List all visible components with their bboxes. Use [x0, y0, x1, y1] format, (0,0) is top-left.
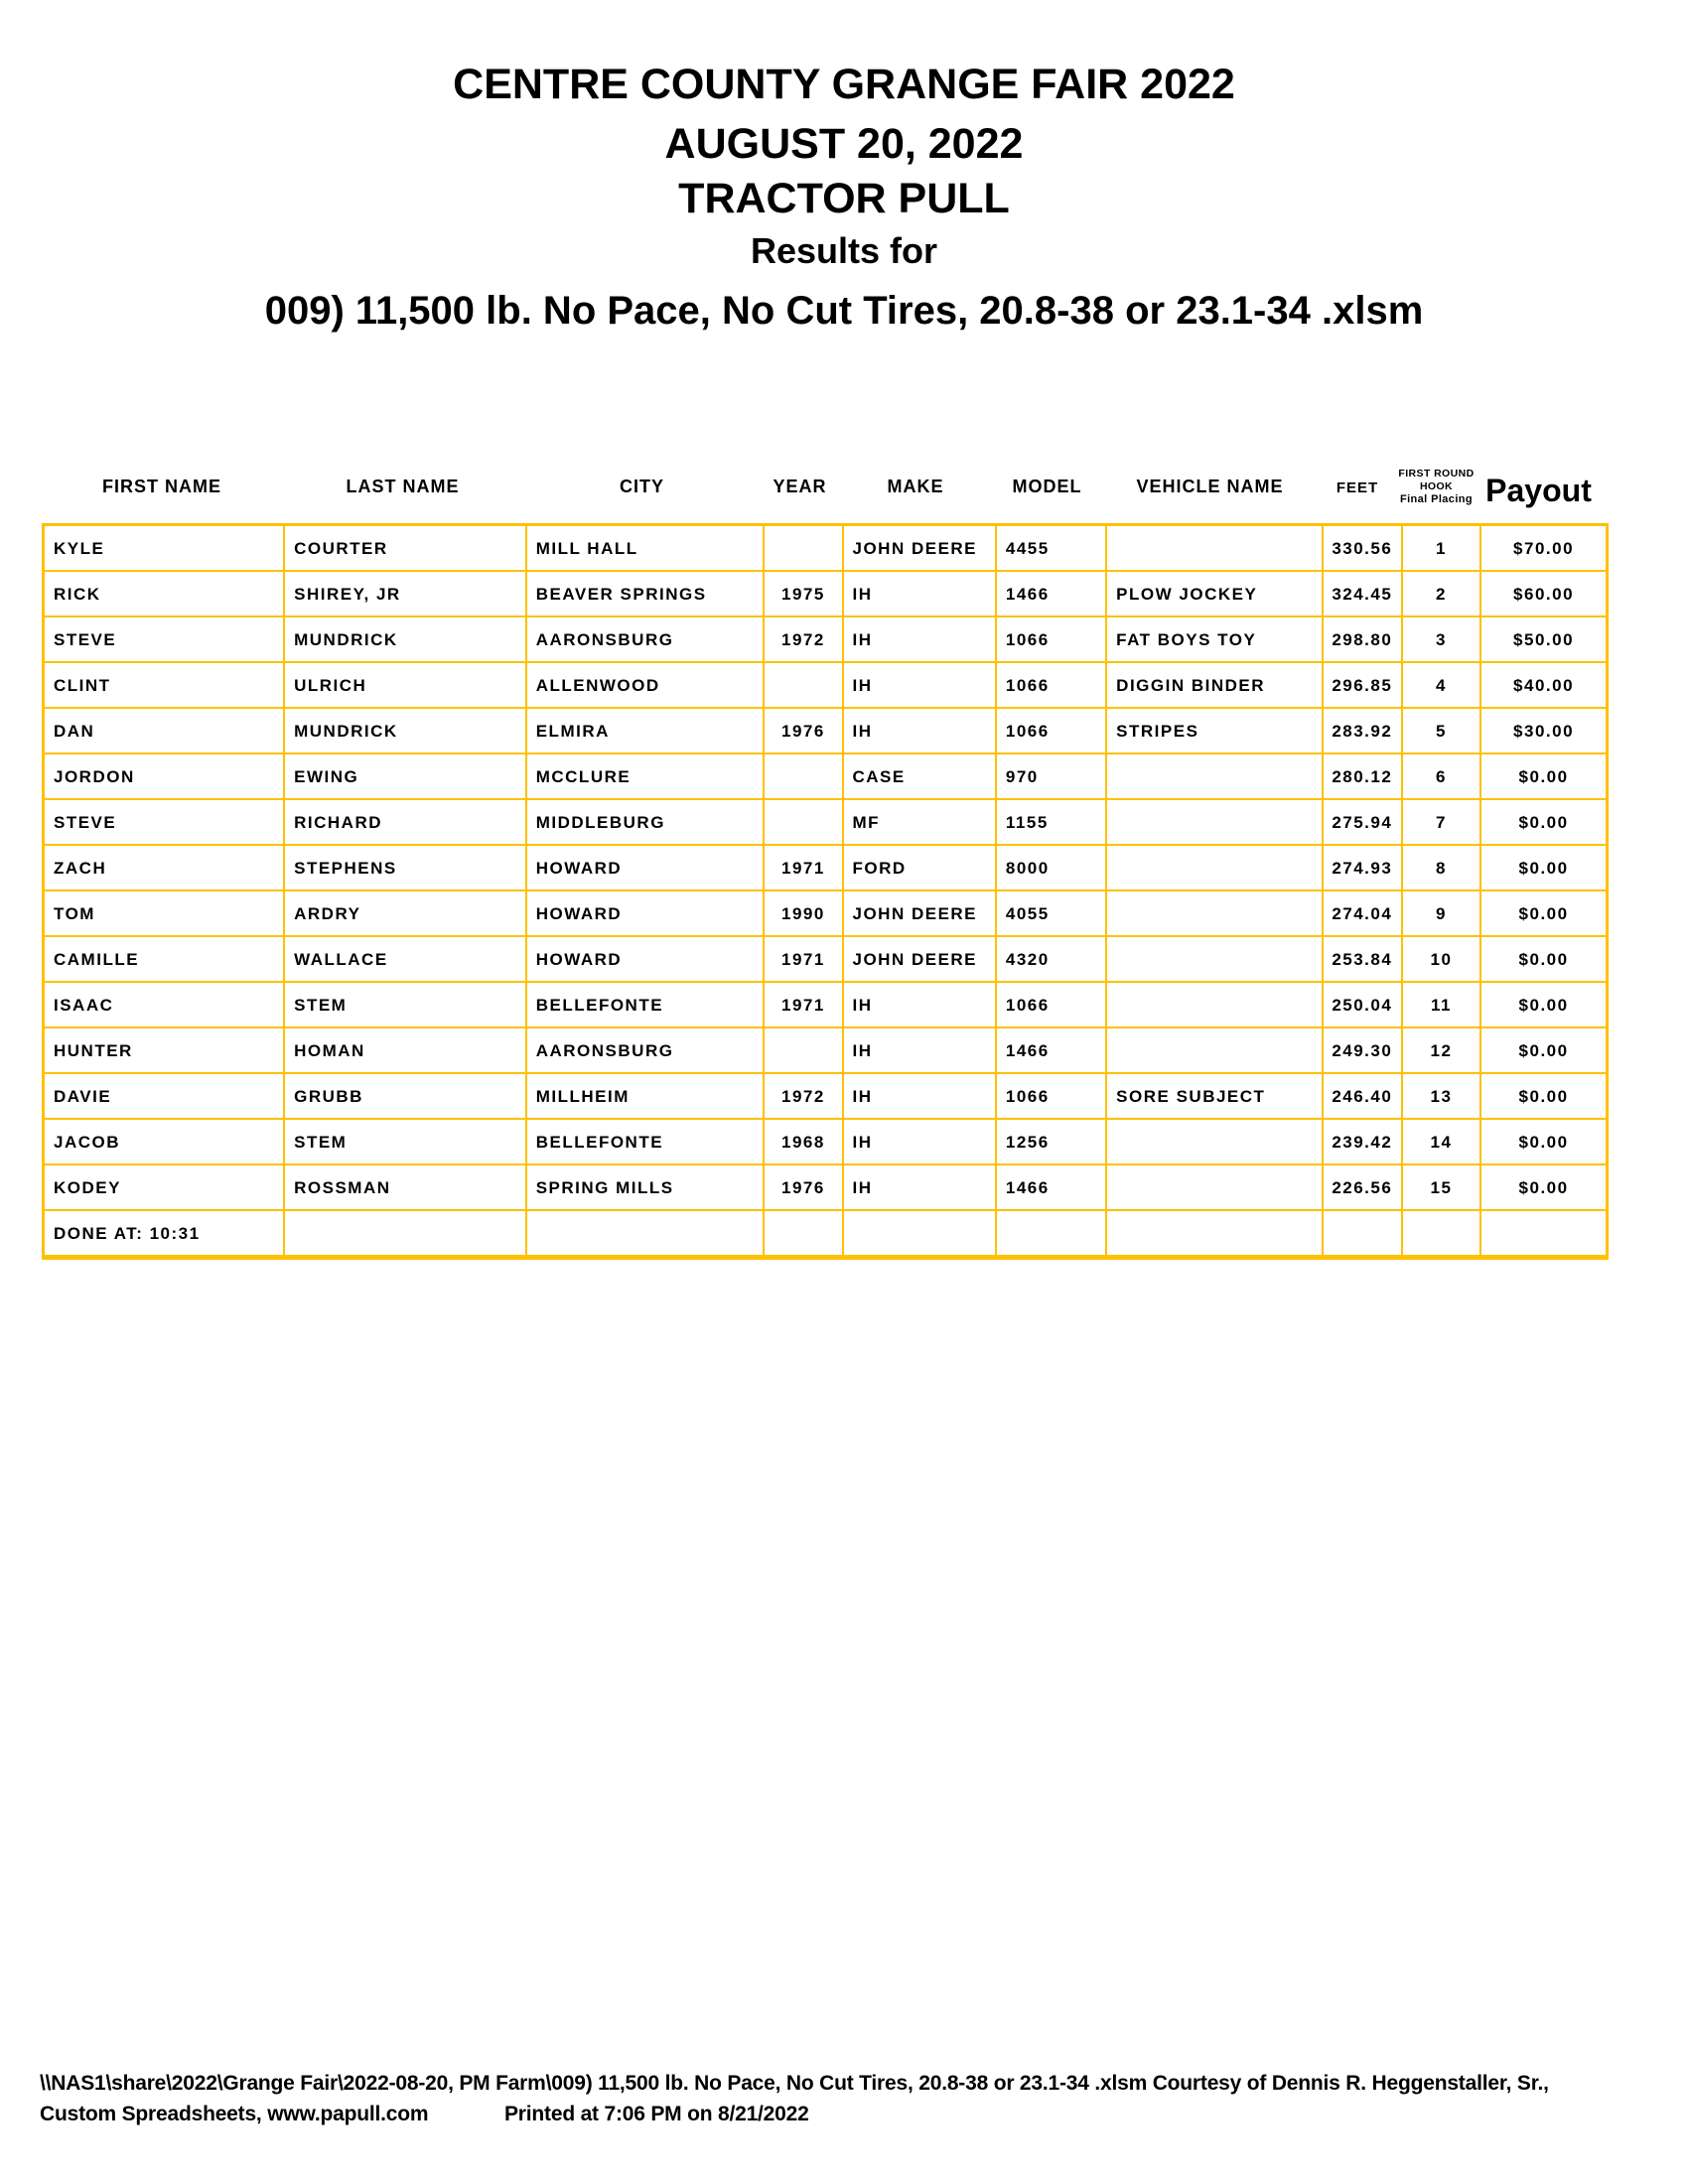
cell-model: 1466: [996, 1027, 1106, 1073]
cell-make: FORD: [843, 845, 996, 890]
header-hook-line2: HOOK: [1419, 480, 1454, 492]
cell-first_name: HUNTER: [44, 1027, 285, 1073]
event-name: TRACTOR PULL: [678, 175, 1010, 222]
header-make: MAKE: [887, 477, 944, 496]
cell-vehicle_name: STRIPES: [1106, 708, 1323, 753]
footer-credit: Custom Spreadsheets, www.papull.com: [40, 2103, 429, 2125]
cell-vehicle_name: [1106, 799, 1323, 845]
header-last-name: LAST NAME: [346, 477, 460, 496]
cell-last_name: STEM: [284, 982, 526, 1027]
cell-last_name: COURTER: [284, 525, 526, 572]
cell-payout: $50.00: [1480, 616, 1607, 662]
header-hook-line1: FIRST ROUND: [1398, 468, 1475, 479]
cell-feet: 274.93: [1323, 845, 1402, 890]
cell-first_name: DONE AT: 10:31: [44, 1210, 285, 1258]
cell-feet: 250.04: [1323, 982, 1402, 1027]
cell-make: IH: [843, 1027, 996, 1073]
cell-payout: $40.00: [1480, 662, 1607, 708]
cell-feet: 246.40: [1323, 1073, 1402, 1119]
cell-last_name: WALLACE: [284, 936, 526, 982]
cell-city: MCCLURE: [526, 753, 765, 799]
cell-payout: $0.00: [1480, 1164, 1607, 1210]
cell-first_name: JACOB: [44, 1119, 285, 1164]
cell-feet: 324.45: [1323, 571, 1402, 616]
cell-vehicle_name: [1106, 845, 1323, 890]
cell-model: 1256: [996, 1119, 1106, 1164]
cell-placing: [1402, 1210, 1480, 1258]
cell-payout: $0.00: [1480, 799, 1607, 845]
header-first-round-hook: [1397, 468, 1476, 523]
cell-city: HOWARD: [526, 845, 765, 890]
cell-make: IH: [843, 1073, 996, 1119]
cell-model: 1466: [996, 1164, 1106, 1210]
cell-last_name: MUNDRICK: [284, 708, 526, 753]
cell-payout: $0.00: [1480, 890, 1607, 936]
cell-city: BELLEFONTE: [526, 982, 765, 1027]
cell-payout: $0.00: [1480, 753, 1607, 799]
cell-city: [526, 1210, 765, 1258]
cell-last_name: RICHARD: [284, 799, 526, 845]
cell-city: HOWARD: [526, 936, 765, 982]
cell-payout: $0.00: [1480, 1073, 1607, 1119]
cell-feet: 275.94: [1323, 799, 1402, 845]
table-row: [44, 753, 1608, 799]
cell-city: BEAVER SPRINGS: [526, 571, 765, 616]
table-row: [44, 936, 1608, 982]
cell-year: [764, 753, 842, 799]
cell-city: AARONSBURG: [526, 616, 765, 662]
cell-make: MF: [843, 799, 996, 845]
table-row: [44, 1027, 1608, 1073]
cell-model: 970: [996, 753, 1106, 799]
cell-feet: 249.30: [1323, 1027, 1402, 1073]
header-payout: Payout: [1485, 473, 1592, 508]
cell-make: IH: [843, 708, 996, 753]
cell-vehicle_name: [1106, 1119, 1323, 1164]
cell-vehicle_name: [1106, 1027, 1323, 1073]
table-row: [44, 799, 1608, 845]
cell-make: JOHN DEERE: [843, 936, 996, 982]
cell-first_name: KYLE: [44, 525, 285, 572]
cell-make: IH: [843, 616, 996, 662]
cell-city: HOWARD: [526, 890, 765, 936]
header-vehicle-name: VEHICLE NAME: [1136, 477, 1284, 496]
header-hook-line3: Final Placing: [1399, 493, 1474, 505]
cell-year: [764, 662, 842, 708]
cell-city: SPRING MILLS: [526, 1164, 765, 1210]
footer-printed-at: Printed at 7:06 PM on 8/21/2022: [504, 2103, 809, 2125]
cell-payout: $0.00: [1480, 1119, 1607, 1164]
cell-city: BELLEFONTE: [526, 1119, 765, 1164]
cell-last_name: STEPHENS: [284, 845, 526, 890]
cell-placing: 4: [1402, 662, 1480, 708]
cell-model: 1066: [996, 662, 1106, 708]
table-row: [44, 662, 1608, 708]
cell-placing: 1: [1402, 525, 1480, 572]
cell-last_name: ROSSMAN: [284, 1164, 526, 1210]
cell-make: IH: [843, 1119, 996, 1164]
footer-file-path: \\NAS1\share\2022\Grange Fair\2022-08-20, PM Farm\009) 11,500 lb. No Pace, No Cut Tires, 20.8-38 or 23.1-34 .xlsm Courtesy of Dennis R. Heggenstaller, Sr.,: [40, 2072, 1549, 2095]
cell-payout: $0.00: [1480, 936, 1607, 982]
cell-last_name: [284, 1210, 526, 1258]
cell-city: MILL HALL: [526, 525, 765, 572]
cell-model: 8000: [996, 845, 1106, 890]
cell-placing: 10: [1402, 936, 1480, 982]
cell-placing: 13: [1402, 1073, 1480, 1119]
cell-make: IH: [843, 982, 996, 1027]
cell-year: [764, 525, 842, 572]
cell-feet: 253.84: [1323, 936, 1402, 982]
cell-vehicle_name: SORE SUBJECT: [1106, 1073, 1323, 1119]
cell-vehicle_name: [1106, 1164, 1323, 1210]
cell-vehicle_name: [1106, 936, 1323, 982]
cell-placing: 5: [1402, 708, 1480, 753]
cell-model: 1066: [996, 1073, 1106, 1119]
cell-feet: 296.85: [1323, 662, 1402, 708]
cell-first_name: STEVE: [44, 616, 285, 662]
cell-first_name: DAN: [44, 708, 285, 753]
cell-placing: 7: [1402, 799, 1480, 845]
cell-feet: [1323, 1210, 1402, 1258]
cell-make: CASE: [843, 753, 996, 799]
class-title: 009) 11,500 lb. No Pace, No Cut Tires, 20.8-38 or 23.1-34 .xlsm: [264, 289, 1424, 333]
cell-payout: $60.00: [1480, 571, 1607, 616]
header-feet: FEET: [1336, 479, 1379, 496]
cell-year: [764, 1027, 842, 1073]
cell-placing: 6: [1402, 753, 1480, 799]
table-row: [44, 616, 1608, 662]
cell-first_name: ZACH: [44, 845, 285, 890]
cell-year: 1971: [764, 936, 842, 982]
cell-placing: 12: [1402, 1027, 1480, 1073]
cell-first_name: RICK: [44, 571, 285, 616]
cell-first_name: DAVIE: [44, 1073, 285, 1119]
cell-year: 1971: [764, 982, 842, 1027]
cell-placing: 11: [1402, 982, 1480, 1027]
cell-vehicle_name: FAT BOYS TOY: [1106, 616, 1323, 662]
cell-year: [764, 799, 842, 845]
done-at-row: [44, 1210, 1608, 1258]
cell-make: IH: [843, 662, 996, 708]
cell-feet: 239.42: [1323, 1119, 1402, 1164]
cell-model: 1155: [996, 799, 1106, 845]
cell-first_name: TOM: [44, 890, 285, 936]
cell-city: ELMIRA: [526, 708, 765, 753]
table-row: [44, 1073, 1608, 1119]
cell-model: 1466: [996, 571, 1106, 616]
cell-placing: 8: [1402, 845, 1480, 890]
table-row: [44, 845, 1608, 890]
table-row: [44, 708, 1608, 753]
cell-last_name: EWING: [284, 753, 526, 799]
table-row: [44, 1119, 1608, 1164]
table-row: [44, 982, 1608, 1027]
cell-vehicle_name: DIGGIN BINDER: [1106, 662, 1323, 708]
cell-payout: $0.00: [1480, 1027, 1607, 1073]
cell-last_name: SHIREY, JR: [284, 571, 526, 616]
cell-last_name: ULRICH: [284, 662, 526, 708]
cell-feet: 298.80: [1323, 616, 1402, 662]
cell-year: 1972: [764, 616, 842, 662]
table-row: [44, 890, 1608, 936]
header-model: MODEL: [1012, 477, 1082, 496]
cell-vehicle_name: [1106, 982, 1323, 1027]
cell-payout: $0.00: [1480, 845, 1607, 890]
cell-placing: 3: [1402, 616, 1480, 662]
table-header-row: [42, 447, 1609, 523]
cell-payout: [1480, 1210, 1607, 1258]
table-row: [44, 1164, 1608, 1210]
cell-placing: 2: [1402, 571, 1480, 616]
cell-make: JOHN DEERE: [843, 890, 996, 936]
cell-feet: 280.12: [1323, 753, 1402, 799]
cell-first_name: JORDON: [44, 753, 285, 799]
results-table: [42, 447, 1609, 1260]
cell-model: 1066: [996, 708, 1106, 753]
cell-first_name: CAMILLE: [44, 936, 285, 982]
header-year: YEAR: [773, 477, 827, 496]
cell-last_name: HOMAN: [284, 1027, 526, 1073]
cell-year: 1968: [764, 1119, 842, 1164]
header-first-name: FIRST NAME: [102, 477, 221, 496]
cell-last_name: MUNDRICK: [284, 616, 526, 662]
cell-city: AARONSBURG: [526, 1027, 765, 1073]
cell-vehicle_name: [1106, 890, 1323, 936]
results-for-label: Results for: [750, 230, 938, 271]
cell-payout: $30.00: [1480, 708, 1607, 753]
cell-make: [843, 1210, 996, 1258]
header-city: CITY: [619, 477, 664, 496]
cell-city: MIDDLEBURG: [526, 799, 765, 845]
cell-feet: 330.56: [1323, 525, 1402, 572]
cell-feet: 283.92: [1323, 708, 1402, 753]
cell-placing: 14: [1402, 1119, 1480, 1164]
cell-vehicle_name: [1106, 525, 1323, 572]
cell-year: 1976: [764, 708, 842, 753]
cell-city: ALLENWOOD: [526, 662, 765, 708]
cell-last_name: STEM: [284, 1119, 526, 1164]
cell-year: [764, 1210, 842, 1258]
cell-model: 4320: [996, 936, 1106, 982]
cell-year: 1975: [764, 571, 842, 616]
cell-model: 4055: [996, 890, 1106, 936]
cell-placing: 9: [1402, 890, 1480, 936]
cell-vehicle_name: [1106, 753, 1323, 799]
table-row: [44, 571, 1608, 616]
cell-model: 1066: [996, 982, 1106, 1027]
cell-feet: 226.56: [1323, 1164, 1402, 1210]
cell-city: MILLHEIM: [526, 1073, 765, 1119]
cell-vehicle_name: [1106, 1210, 1323, 1258]
cell-model: 4455: [996, 525, 1106, 572]
cell-year: 1972: [764, 1073, 842, 1119]
cell-payout: $70.00: [1480, 525, 1607, 572]
page-title: CENTRE COUNTY GRANGE FAIR 2022: [453, 61, 1235, 108]
cell-year: 1971: [764, 845, 842, 890]
cell-first_name: STEVE: [44, 799, 285, 845]
cell-model: [996, 1210, 1106, 1258]
table-row: [44, 525, 1608, 572]
cell-payout: $0.00: [1480, 982, 1607, 1027]
cell-model: 1066: [996, 616, 1106, 662]
cell-last_name: ARDRY: [284, 890, 526, 936]
cell-year: 1990: [764, 890, 842, 936]
cell-year: 1976: [764, 1164, 842, 1210]
cell-first_name: KODEY: [44, 1164, 285, 1210]
event-date: AUGUST 20, 2022: [664, 120, 1024, 168]
cell-placing: 15: [1402, 1164, 1480, 1210]
cell-make: JOHN DEERE: [843, 525, 996, 572]
cell-last_name: GRUBB: [284, 1073, 526, 1119]
cell-make: IH: [843, 1164, 996, 1210]
cell-feet: 274.04: [1323, 890, 1402, 936]
cell-first_name: ISAAC: [44, 982, 285, 1027]
cell-vehicle_name: PLOW JOCKEY: [1106, 571, 1323, 616]
cell-make: IH: [843, 571, 996, 616]
results-grid: [42, 523, 1609, 1260]
cell-first_name: CLINT: [44, 662, 285, 708]
